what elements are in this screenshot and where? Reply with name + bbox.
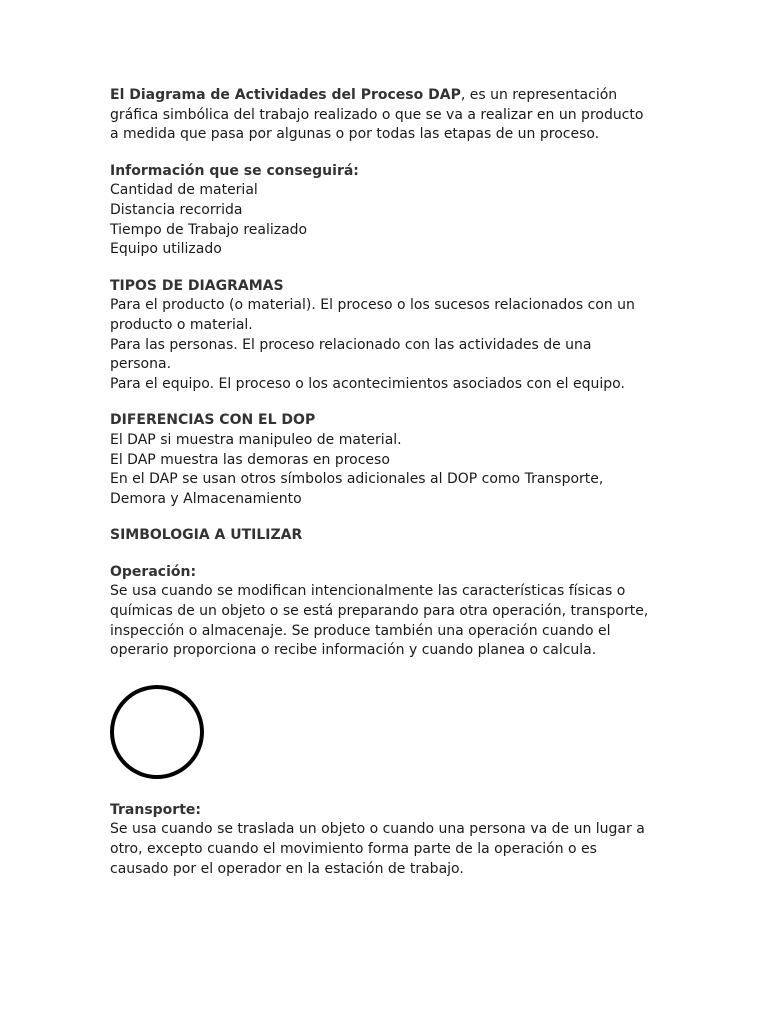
tipos-line: Para el producto (o material). El proceso o los sucesos relacionados con un producto o material.: [110, 297, 635, 333]
operacion-text: Se usa cuando se modifican intencionalmente las características físicas o químicas de un objeto o se está preparando para otra operación, transporte, inspección o almacenaje. Se produce también una operación cuando el operario proporciona o recibe información y cuando planea o calcula.: [110, 583, 649, 659]
operation-symbol: [110, 685, 204, 779]
tipos-line: Para el equipo. El proceso o los acontecimientos asociados con el equipo.: [110, 375, 625, 392]
info-item: Tiempo de Trabajo realizado: [110, 221, 308, 238]
simbologia-heading: SIMBOLOGIA A UTILIZAR: [110, 527, 303, 544]
transporte-heading: Transporte:: [110, 801, 201, 818]
tipos-heading: TIPOS DE DIAGRAMAS: [110, 277, 284, 294]
document-page: [110, 86, 655, 879]
intro-text: , es un representación gráfica simbólica del trabajo realizado o que se va a realizar en un producto a medida que pasa por algunas o por todas las etapas de un proceso.: [110, 87, 644, 143]
diferencias-line: El DAP si muestra manipuleo de material.: [110, 431, 402, 448]
info-item: Equipo utilizado: [110, 241, 222, 258]
intro-paragraph: [110, 86, 655, 145]
diferencias-line: En el DAP se usan otros símbolos adicionales al DOP como Transporte, Demora y Almacenamiento: [110, 471, 604, 507]
operation-circle-icon: [110, 685, 204, 779]
diferencias-line: El DAP muestra las demoras en proceso: [110, 451, 390, 468]
info-heading: Información que se conseguirá:: [110, 162, 359, 179]
diferencias-heading: DIFERENCIAS CON EL DOP: [110, 412, 316, 429]
info-item: Cantidad de material: [110, 182, 258, 199]
operacion-heading: Operación:: [110, 563, 197, 580]
intro-title: El Diagrama de Actividades del Proceso DAP: [110, 87, 461, 103]
info-item: Distancia recorrida: [110, 201, 243, 218]
transporte-text: Se usa cuando se traslada un objeto o cuando una persona va de un lugar a otro, excepto cuando el movimiento forma parte de la operación o es causado por el operador en la estación de trabajo.: [110, 821, 645, 877]
tipos-line: Para las personas. El proceso relacionado con las actividades de una persona.: [110, 336, 592, 373]
